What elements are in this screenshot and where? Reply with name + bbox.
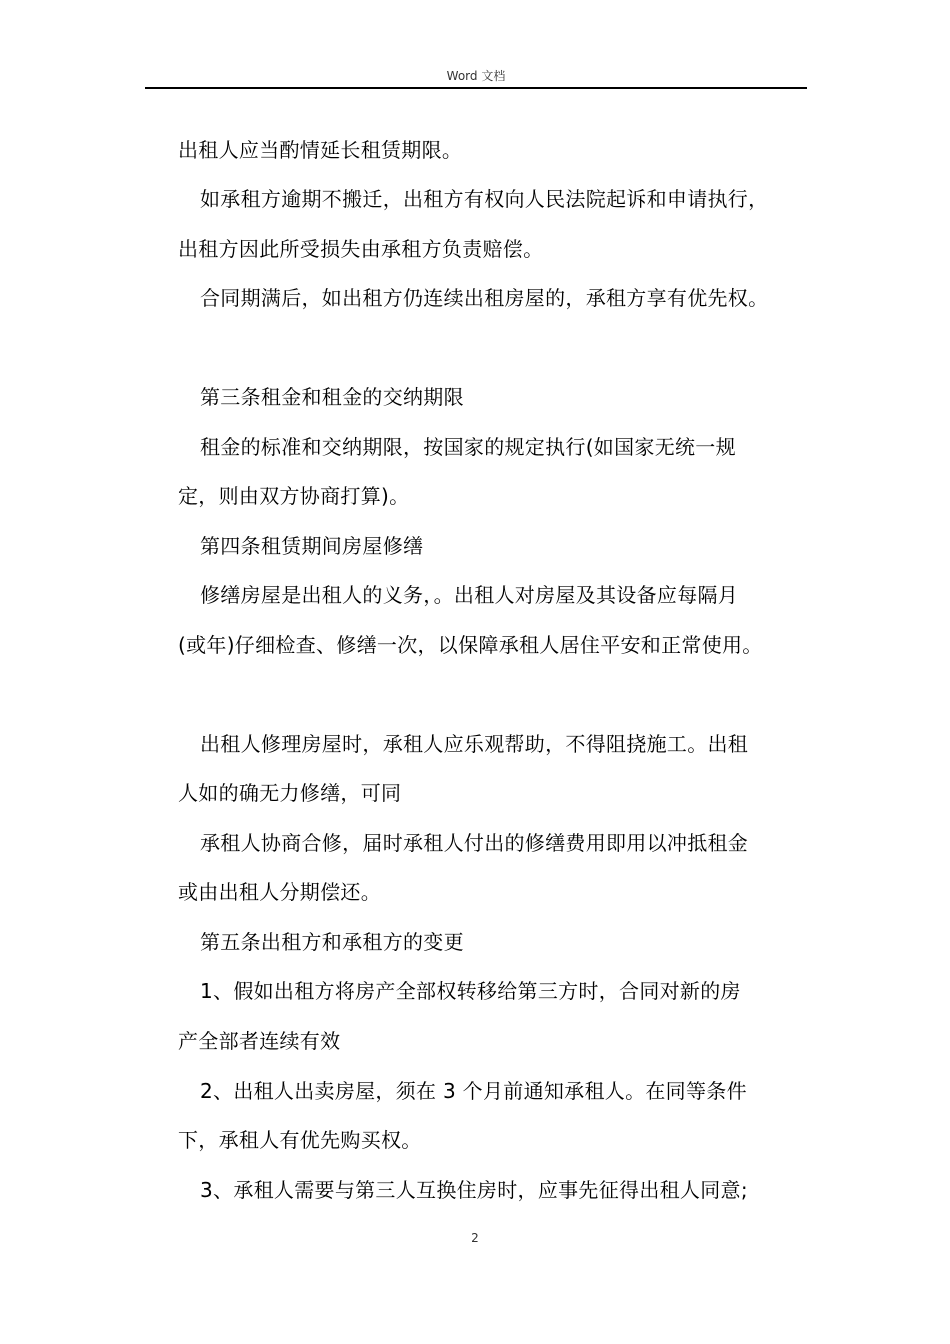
section-heading: 第四条租赁期间房屋修缮 [200, 534, 424, 558]
body-line: 如承租方逾期不搬迁，出租方有权向人民法院起诉和申请执行， [200, 187, 769, 211]
body-line: 或由出租人分期偿还。 [178, 880, 381, 904]
body-line: 租金的标准和交纳期限，按国家的规定执行(如国家无统一规 [200, 435, 736, 459]
body-line: 产全部者连续有效 [178, 1029, 341, 1053]
section-heading: 第五条出租方和承租方的变更 [200, 930, 464, 954]
body-line: 人如的确无力修缮，可同 [178, 781, 402, 805]
body-line: 承租人协商合修，届时承租人付出的修缮费用即用以冲抵租金 [200, 831, 749, 855]
header-divider [145, 87, 807, 89]
body-line: 出租人应当酌情延长租赁期限。 [178, 138, 463, 162]
body-line: (或年)仔细检查、修缮一次，以保障承租人居住平安和正常使用。 [178, 633, 763, 657]
page-number: 2 [471, 1231, 479, 1245]
body-line: 修缮房屋是出租人的义务，。出租人对房屋及其设备应每隔月 [200, 583, 739, 607]
body-line: 2、出租人出卖房屋，须在 3 个月前通知承租人。在同等条件 [200, 1079, 747, 1103]
body-line: 下，承租人有优先购买权。 [178, 1128, 422, 1152]
body-line: 3、承租人需要与第三人互换住房时，应事先征得出租人同意; [200, 1178, 748, 1202]
body-line: 出租人修理房屋时，承租人应乐观帮助，不得阻挠施工。出租 [200, 732, 749, 756]
body-line: 合同期满后，如出租方仍连续出租房屋的，承租方享有优先权。 [200, 286, 769, 310]
page-header-title: Word 文档 [446, 69, 506, 83]
body-line: 定，则由双方协商打算)。 [178, 484, 410, 508]
section-heading: 第三条租金和租金的交纳期限 [200, 385, 464, 409]
body-line: 1、假如出租方将房产全部权转移给第三方时，合同对新的房 [200, 979, 741, 1003]
body-line: 出租方因此所受损失由承租方负责赔偿。 [178, 237, 544, 261]
